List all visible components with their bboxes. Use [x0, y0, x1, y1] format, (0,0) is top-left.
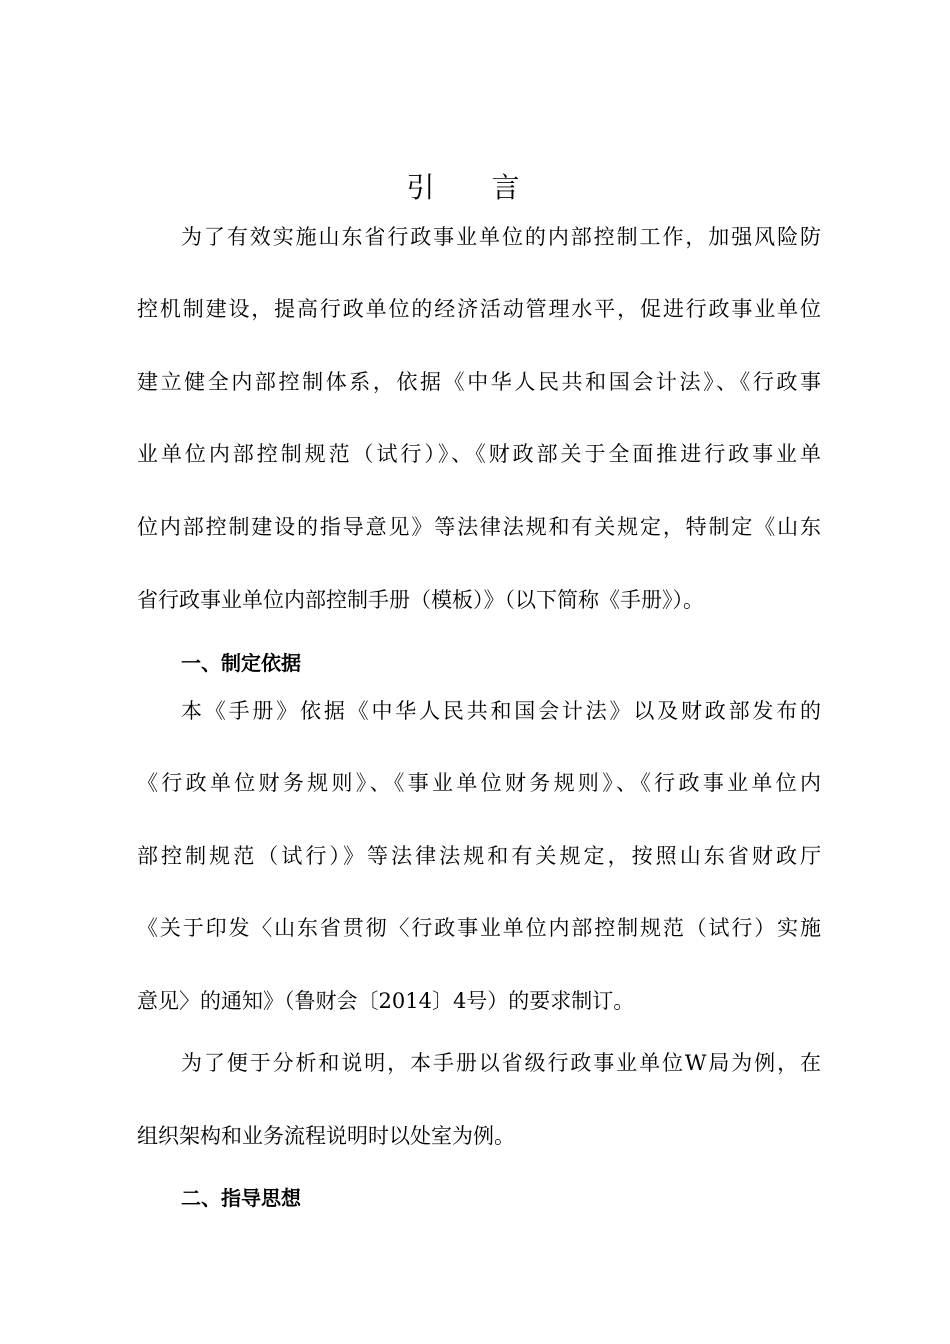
basis-line-5: 意见〉的通知》（鲁财会〔2014〕4号）的要求制订。 — [137, 989, 635, 1013]
basis-example-line-2: 组织架构和业务流程说明时以处室为例。 — [137, 1124, 515, 1148]
intro-line-4: 业单位内部控制规范（试行）》、《财政部关于全面推进行政事业单 — [137, 442, 821, 466]
page-title: 引 言 — [406, 171, 544, 204]
intro-line-1: 为了有效实施山东省行政事业单位的内部控制工作，加强风险防 — [181, 225, 821, 249]
intro-line-5: 位内部控制建设的指导意见》等法律法规和有关规定，特制定《山东 — [137, 515, 821, 539]
basis-line-4: 《关于印发〈山东省贯彻〈行政事业单位内部控制规范（试行）实施 — [137, 916, 821, 940]
basis-line-2: 《行政单位财务规则》、《事业单位财务规则》、《行政事业单位内 — [137, 771, 821, 795]
intro-line-3: 建立健全内部控制体系，依据《中华人民共和国会计法》、《行政事 — [137, 370, 821, 394]
basis-line-3: 部控制规范（试行）》等法律法规和有关规定，按照山东省财政厅 — [137, 844, 821, 868]
intro-line-6: 省行政事业单位内部控制手册（模板）》（以下简称《手册》）。 — [137, 588, 704, 612]
basis-example-line-1: 为了便于分析和说明，本手册以省级行政事业单位W局为例，在 — [181, 1051, 821, 1075]
section-heading-basis: 一、制定依据 — [181, 651, 301, 675]
section-heading-guiding-thought: 二、指导思想 — [181, 1186, 301, 1210]
intro-line-2: 控机制建设，提高行政单位的经济活动管理水平，促进行政事业单位 — [137, 297, 821, 321]
basis-line-1: 本《手册》依据《中华人民共和国会计法》以及财政部发布的 — [181, 699, 821, 723]
